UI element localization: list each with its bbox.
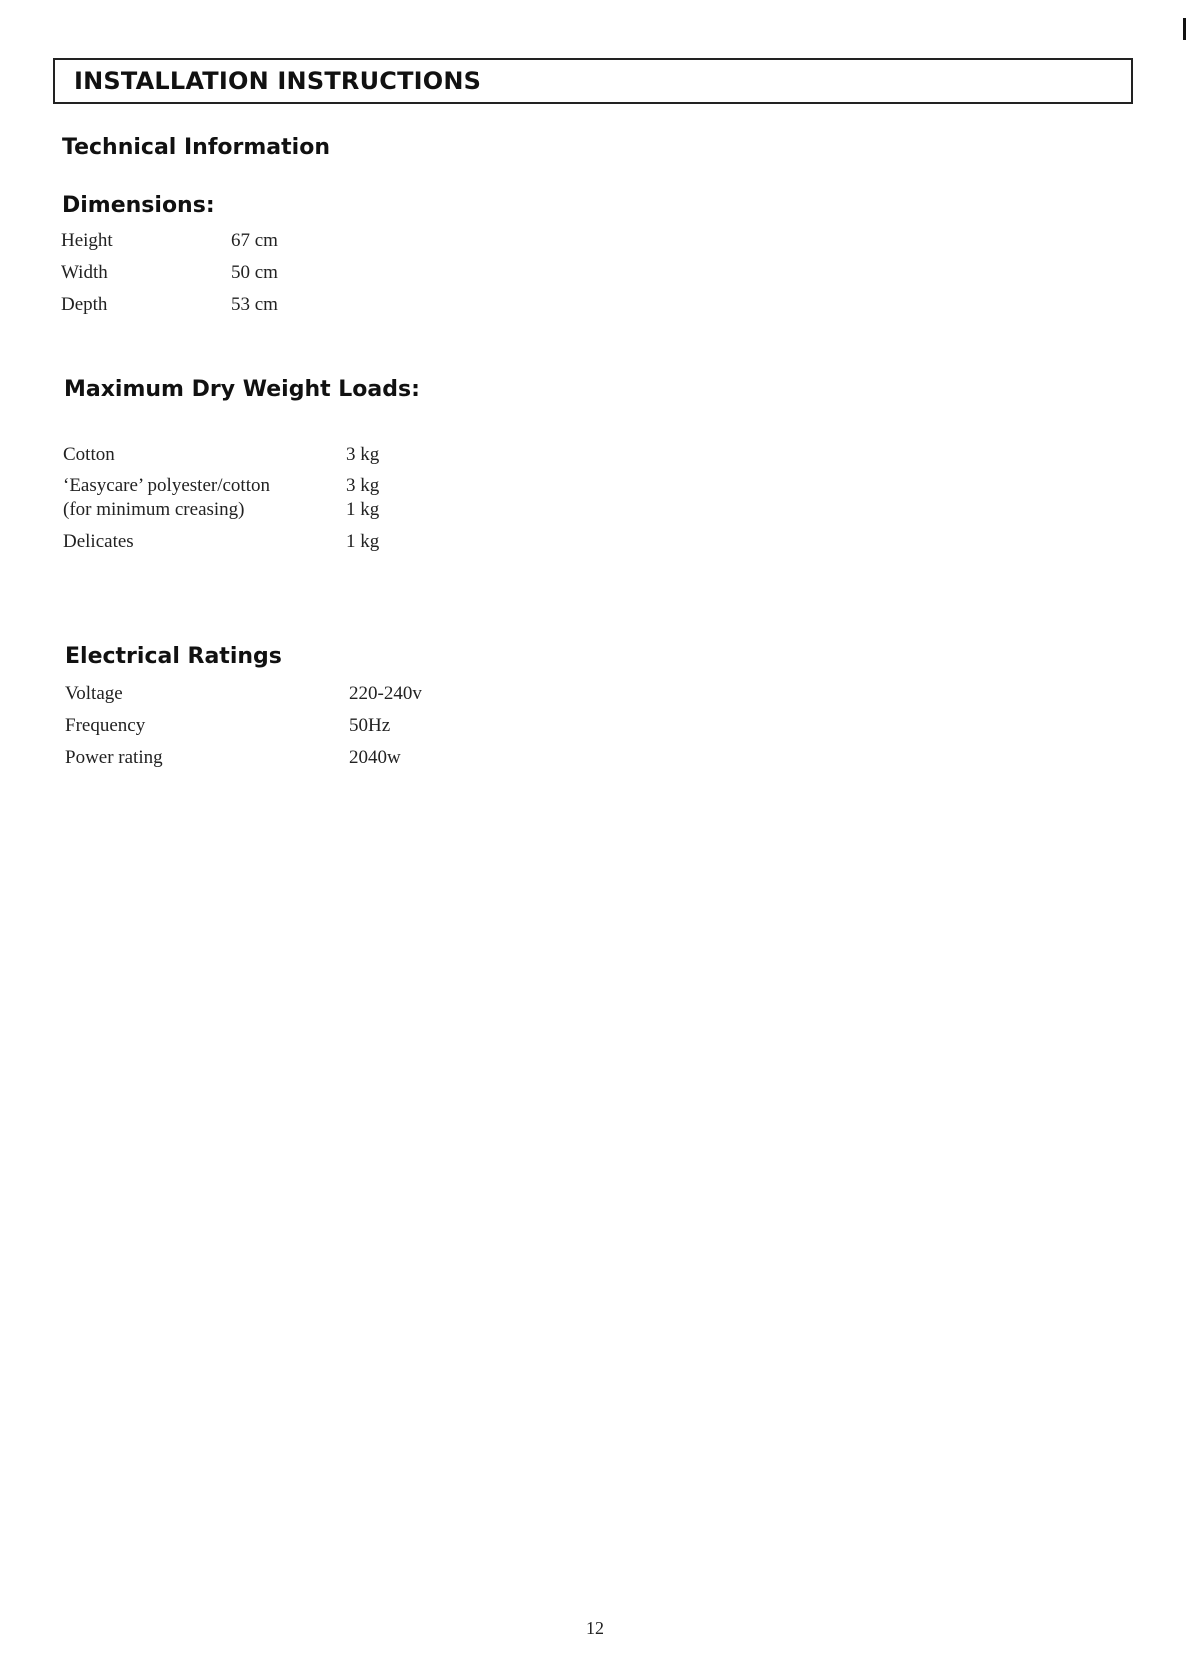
- rating-value: 50Hz: [349, 715, 391, 736]
- rating-label: Frequency: [65, 715, 146, 736]
- load-value: 1 kg: [346, 531, 380, 552]
- page-number: 12: [586, 1618, 604, 1638]
- max-dry-weight-heading: Maximum Dry Weight Loads:: [64, 377, 420, 402]
- rating-label: Voltage: [65, 683, 123, 704]
- section-header-box: [53, 58, 1133, 104]
- load-label: ‘Easycare’ polyester/cotton: [63, 475, 270, 496]
- load-label: Delicates: [63, 531, 134, 552]
- load-value: 3 kg: [346, 475, 380, 496]
- rating-value: 2040w: [349, 747, 401, 768]
- edge-mark: [1183, 18, 1186, 40]
- dimension-label: Width: [61, 262, 108, 283]
- rating-value: 220-240v: [349, 683, 422, 704]
- electrical-ratings-heading: Electrical Ratings: [65, 644, 282, 669]
- load-label: (for minimum creasing): [63, 499, 245, 520]
- rating-label: Power rating: [65, 747, 163, 768]
- dimensions-heading: Dimensions:: [62, 193, 215, 218]
- technical-information-heading: Technical Information: [62, 135, 330, 160]
- dimension-value: 53 cm: [231, 294, 278, 315]
- page-title: INSTALLATION INSTRUCTIONS: [74, 67, 482, 95]
- dimension-label: Depth: [61, 294, 108, 315]
- load-value: 1 kg: [346, 499, 380, 520]
- load-label: Cotton: [63, 444, 115, 465]
- load-value: 3 kg: [346, 444, 380, 465]
- dimension-label: Height: [61, 230, 113, 251]
- dimension-value: 67 cm: [231, 230, 278, 251]
- dimension-value: 50 cm: [231, 262, 278, 283]
